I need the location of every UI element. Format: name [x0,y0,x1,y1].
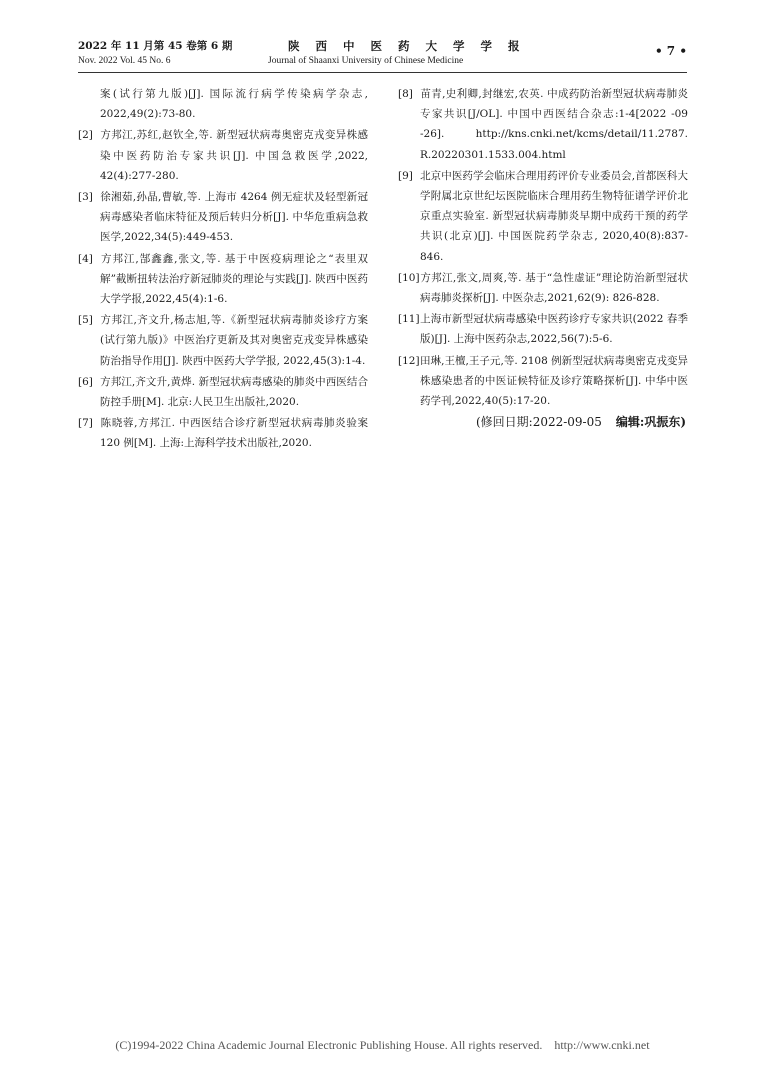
reference-item [78,310,368,371]
page-number: • 7 • [654,44,687,58]
editor-name: 编辑:巩振东) [615,415,686,430]
reference-item [78,187,368,248]
revision-date: (修回日期:2022-09-05 [475,415,602,430]
reference-number: [3] [78,191,93,204]
revision-note [398,413,688,430]
reference-item [398,309,688,349]
reference-text: 北京中医药学会临床合理用药评价专业委员会,首都医科大学附属北京世纪坛医院临床合理用药生物特征谱学评价北京重点实验室. 新型冠状病毒肺炎早期中成药干预的药学共识(北京)[J]. 中国医院药学杂志, 2020,40(8):837-846. [420,169,688,263]
reference-number: [8] [398,88,413,100]
reference-item [78,125,368,186]
reference-number: [12] [398,354,420,367]
reference-text: 徐湘茹,孙晶,曹敏,等. 上海市 4264 例无症状及轻型新冠病毒感染者临床特征及预后转归分析[J]. 中华危重病急救医学,2022,34(5):449-453. [100,191,368,244]
reference-item [78,84,368,124]
reference-number: [7] [78,417,93,430]
references-left-column [78,84,368,455]
reference-item [398,351,688,412]
issue-cn: 2022 年 11 月第 45 卷第 6 期 [78,40,233,52]
reference-item [78,413,368,453]
reference-text: 苗青,史利卿,封继宏,农英. 中成药防治新型冠状病毒肺炎专家共识[J/OL]. 中国中西医结合杂志:1-4[2022 -09 -26]. http://kns.cnki.net/kcms/detail/11.2787. R.20220301.1533.004.html [420,88,688,161]
reference-text: 上海市新型冠状病毒感染中医药诊疗专家共识(2022 春季版)[J]. 上海中医药杂志,2022,56(7):5-6. [420,313,688,346]
reference-text: 方邦江,齐文升,杨志旭,等.《新型冠状病毒肺炎诊疗方案(试行第九版)》中医治疗更新及其对奥密克戎变异株感染防治指导作用[J]. 陕西中医药大学学报, 2022,45(3):1-4. [100,314,368,367]
reference-text: 田琳,王檀,王子元,等. 2108 例新型冠状病毒奥密克戎变异株感染患者的中医证候特征及诊疗策略探析[J]. 中华中医药学刊,2022,40(5):17-20. [420,354,688,408]
reference-text: 陈晓蓉,方邦江. 中西医结合诊疗新型冠状病毒肺炎验案 120 例[M]. 上海:上海科学技术出版社,2020. [100,417,368,450]
journal-title-cn: 陕 西 中 医 药 大 学 学 报 [288,39,526,53]
reference-item [398,268,688,308]
reference-text: 方邦江,张文,周爽,等. 基于“急性虚证”理论防治新型冠状病毒肺炎探析[J]. 中医杂志,2021,62(9): 826-828. [420,271,688,305]
issue-en: Nov. 2022 Vol. 45 No. 6 [78,56,171,66]
reference-number: [5] [78,314,93,327]
reference-number: [9] [398,169,413,182]
page-footer [0,1038,765,1053]
references-right-column [398,84,688,430]
reference-number: [2] [78,129,93,142]
header-rule [78,72,687,73]
cnki-link[interactable]: http://www.cnki.net [554,1038,650,1052]
reference-number: [4] [78,252,93,265]
reference-item [78,372,368,412]
reference-item [398,166,688,267]
reference-text: 方邦江,齐文升,黄烨. 新型冠状病毒感染的肺炎中西医结合防控手册[M]. 北京:人民卫生出版社,2020. [100,375,368,409]
reference-item [398,84,688,165]
journal-title-en: Journal of Shaanxi University of Chinese Medicine [268,56,464,66]
reference-item [78,249,368,310]
reference-number: [11] [398,313,420,326]
page-header [78,38,687,74]
reference-number: [6] [78,375,93,388]
reference-number: [10] [398,271,420,284]
reference-text: 方邦江,苏红,赵钦全,等. 新型冠状病毒奥密克戎变异株感染中医药防治专家共识[J]. 中国急救医学,2022, 42(4):277-280. [100,129,368,182]
copyright-text: (C)1994-2022 China Academic Journal Electronic Publishing House. All rights reserved. [115,1038,543,1052]
reference-text: 方邦江,郜鑫鑫,张文,等. 基于中医疫病理论之“表里双解”截断扭转法治疗新冠肺炎的理论与实践[J]. 陕西中医药大学学报,2022,45(4):1-6. [100,252,368,306]
reference-text: 案(试行第九版)[J]. 国际流行病学传染病学杂志, 2022,49(2):73-80. [100,88,368,121]
